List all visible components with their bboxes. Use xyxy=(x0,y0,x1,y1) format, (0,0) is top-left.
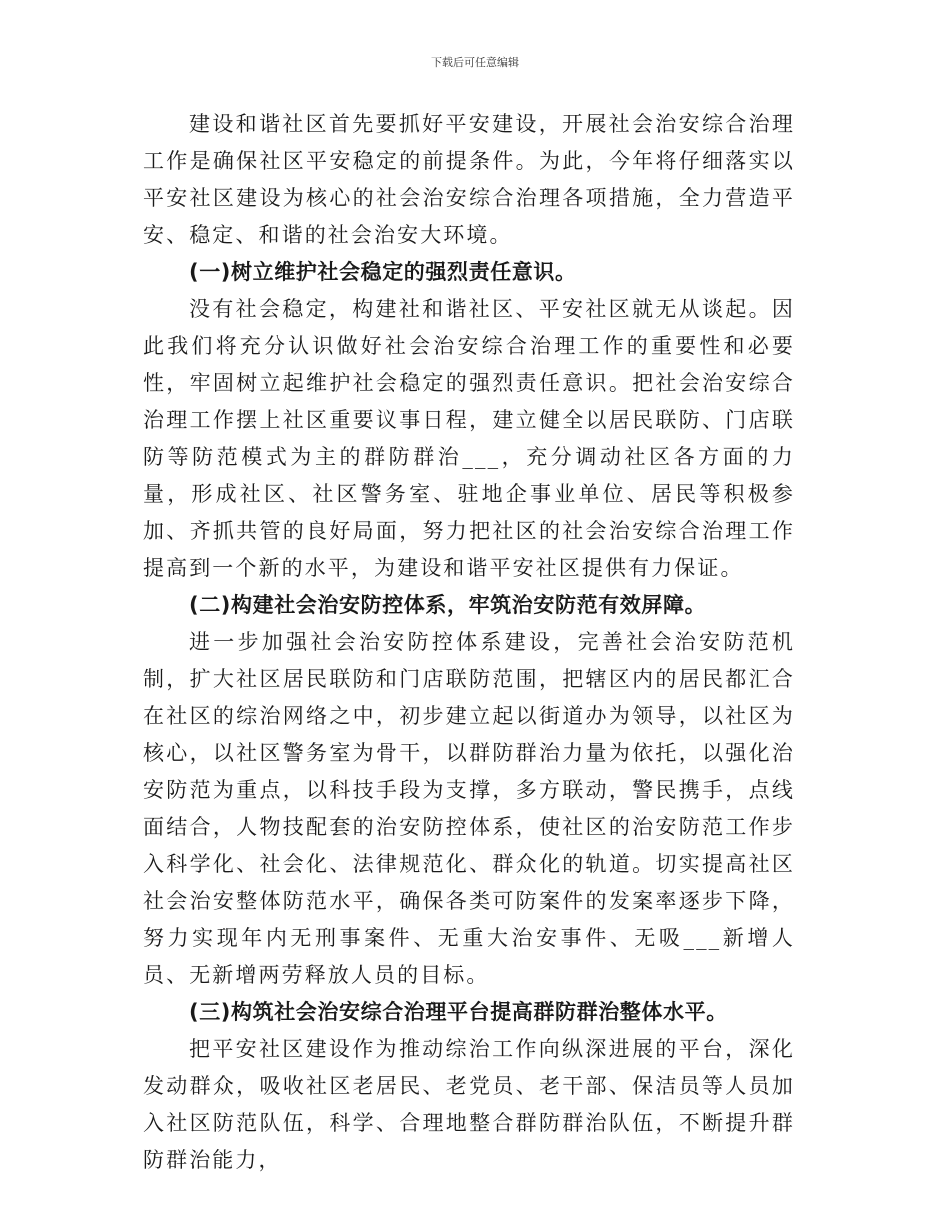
section-heading-2: (二)构建社会治安防控体系，牢筑治安防范有效屏障。 xyxy=(189,593,707,617)
paragraph-section-1: 没有社会稳定，构建社和谐社区、平安社区就无从谈起。因此我们将充分认识做好社会治安综合治理工作的重要性和必要性，牢固树立起维护社会稳定的强烈责任意识。把社会治安综合治理工作摆上社区重要议事日程，建立健全以居民联防、门店联防等防范模式为主的群防群治___，充分调动社区各方面的力量，形成社区、社区警务室、驻地企事业单位、居民等积极参加、齐抓共管的良好局面，努力把社区的社会治安综合治理工作提高到一个新的水平，为建设和谐平安社区提供有力保证。 xyxy=(143,297,795,580)
section-heading-1: (一)树立维护社会稳定的强烈责任意识。 xyxy=(189,260,577,284)
paragraph-section-2: 进一步加强社会治安防控体系建设，完善社会治安防范机制，扩大社区居民联防和门店联防范围，把辖区内的居民都汇合在社区的综治网络之中，初步建立起以街道办为领导，以社区为核心，以社区警务室为骨干，以群防群治力量为依托，以强化治安防范为重点，以科技手段为支撑，多方联动，警民携手，点线面结合，人物技配套的治安防控体系，使社区的治安防范工作步入科学化、社会化、法律规范化、群众化的轨道。切实提高社区社会治安整体防范水平，确保各类可防案件的发案率逐步下降，努力实现年内无刑事案件、无重大治安事件、无吸___新增人员、无新增两劳释放人员的目标。 xyxy=(143,630,795,987)
document-body xyxy=(143,106,795,1179)
paragraph-intro: 建设和谐社区首先要抓好平安建设，开展社会治安综合治理工作是确保社区平安稳定的前提条件。为此，今年将仔细落实以平安社区建设为核心的社会治安综合治理各项措施，全力营造平安、稳定、和谐的社会治安大环境。 xyxy=(143,112,795,247)
section-heading-3: (三)构筑社会治安综合治理平台提高群防群治整体水平。 xyxy=(189,1000,728,1024)
page-header: 下载后可任意编辑 xyxy=(431,56,519,69)
paragraph-section-3: 把平安社区建设作为推动综治工作向纵深进展的平台，深化发动群众，吸收社区老居民、老党员、老干部、保洁员等人员加入社区防范队伍，科学、合理地整合群防群治队伍，不断提升群防群治能力， xyxy=(143,1037,795,1172)
